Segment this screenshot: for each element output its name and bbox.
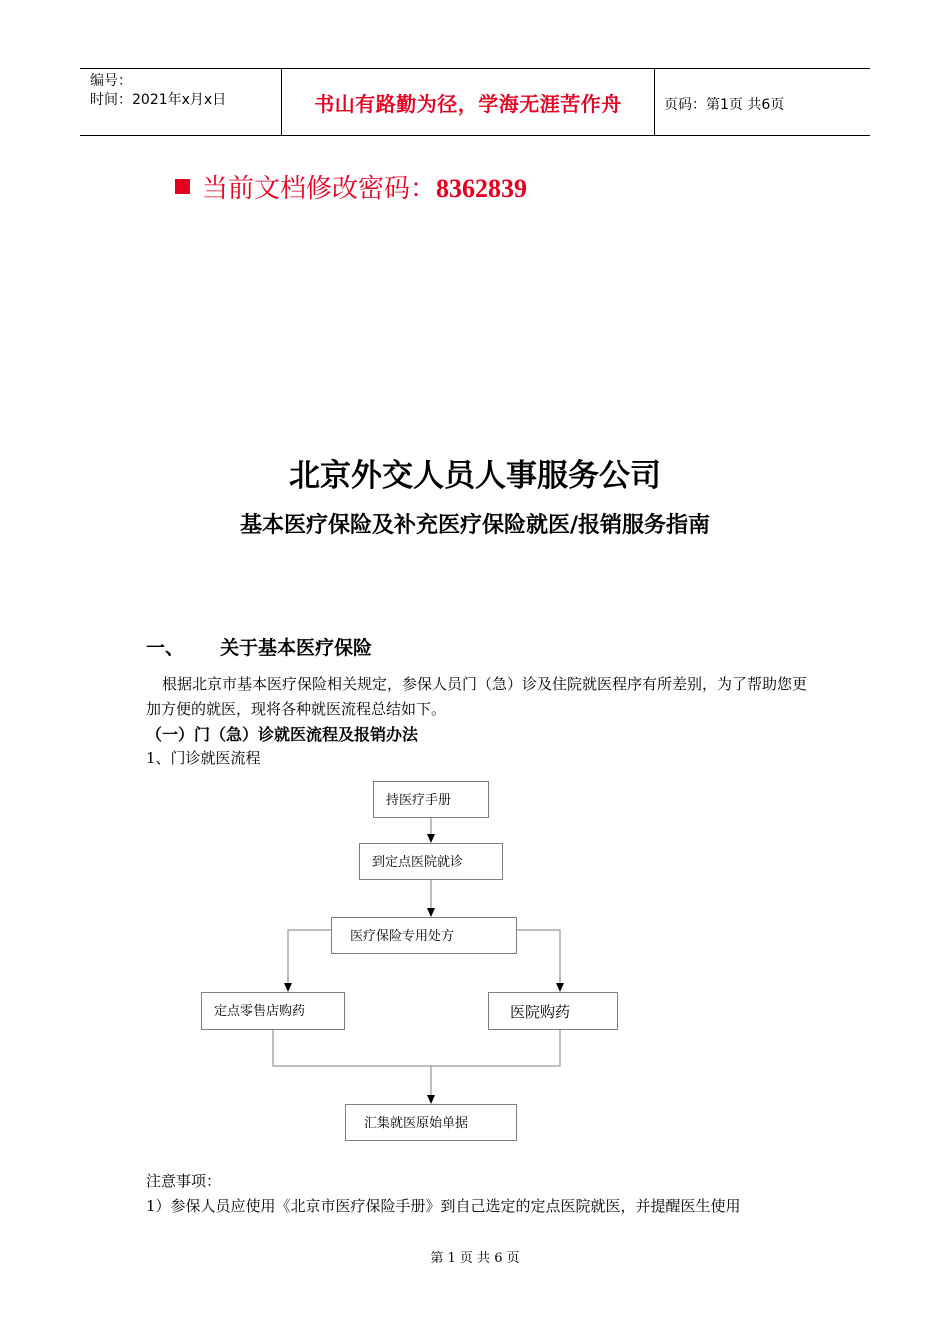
page-footer: 第 1 页 共 6 页 (430, 1251, 520, 1266)
company-title: 北京外交人员人事服务公司 (289, 458, 661, 494)
arrow-down-icon (556, 983, 564, 992)
header-number-label: 编号： (90, 73, 132, 89)
arrow-down-icon (427, 834, 435, 843)
list-item-outpatient-flow: 1、门诊就医流程 (146, 749, 261, 767)
flow-box-retail-pharmacy: 定点零售店购药 (201, 992, 345, 1030)
notes-item: 1）参保人员应使用《北京市医疗保险手册》到自己选定的定点医院就医，并提醒医生使用 (146, 1197, 741, 1215)
flow-box-designated-hospital: 到定点医院就诊 (359, 843, 503, 880)
flow-box-collect-receipts: 汇集就医原始单据 (345, 1104, 517, 1141)
password-label: 当前文档修改密码： (202, 174, 437, 204)
subsection-heading: （一）门（急）诊就医流程及报销办法 (146, 725, 419, 744)
document-subtitle: 基本医疗保险及补充医疗保险就医/报销服务指南 (239, 513, 711, 538)
header-time-label: 时间：2021年x月x日 (90, 92, 227, 108)
header-motto: 书山有路勤为径，学海无涯苦作舟 (314, 92, 622, 116)
section-number: 一、 (146, 637, 185, 659)
password-code: 8362839 (436, 174, 528, 203)
notes-title: 注意事项： (146, 1172, 222, 1190)
flow-box-hospital-pharmacy: 医院购药 (488, 992, 618, 1030)
flow-box-insurance-prescription: 医疗保险专用处方 (331, 917, 517, 954)
arrow-down-icon (284, 983, 292, 992)
header-page-label: 页码：第1页 共6页 (664, 97, 785, 113)
arrow-down-icon (427, 908, 435, 917)
arrow-down-icon (427, 1095, 435, 1104)
section-title: 关于基本医疗保险 (220, 637, 373, 659)
flow-box-medical-handbook: 持医疗手册 (373, 781, 489, 818)
section-paragraph: 根据北京市基本医疗保险相关规定，参保人员门（急）诊及住院就医程序有所差别，为了帮助您更加方便的就医，现将各种就医流程总结如下。 (146, 675, 808, 718)
